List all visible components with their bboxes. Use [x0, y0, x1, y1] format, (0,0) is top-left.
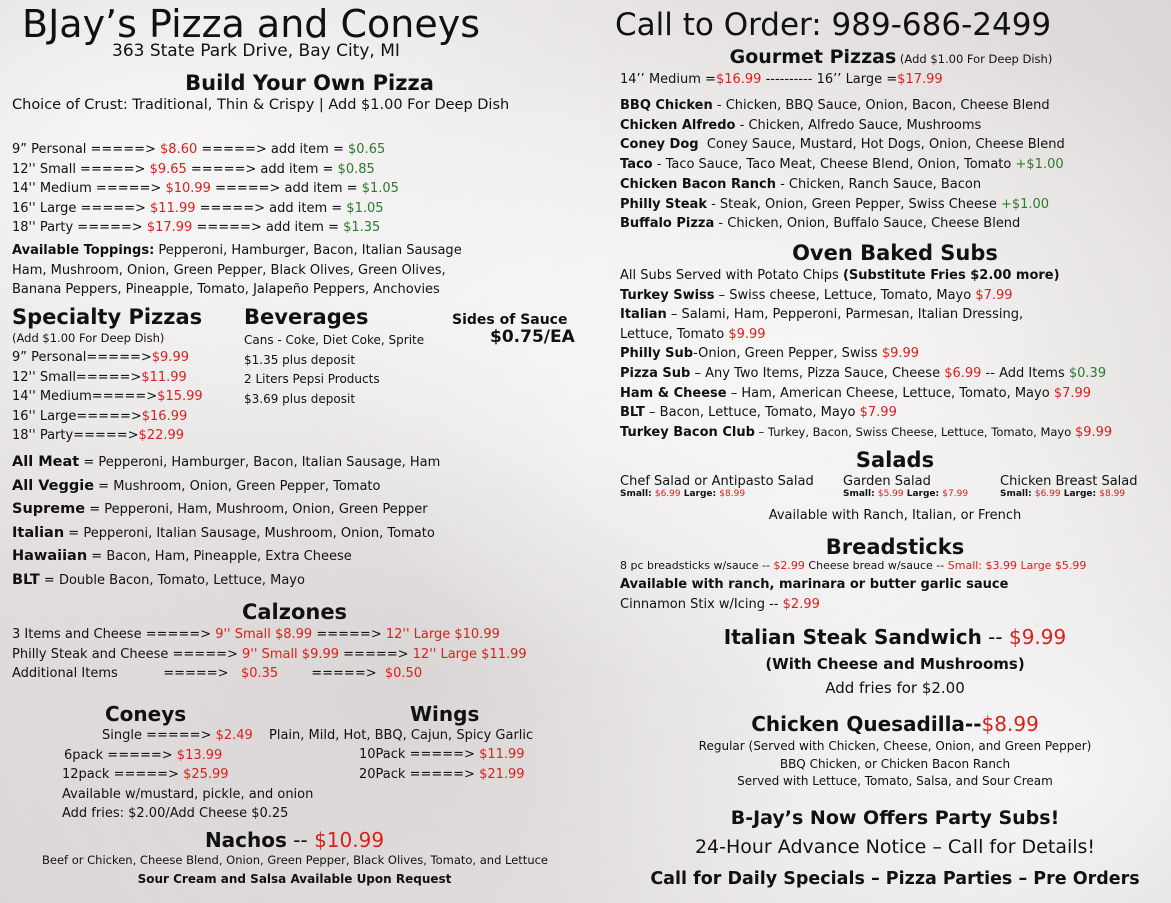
gourmet-title: Gourmet Pizzas — [729, 46, 897, 68]
quesadilla-line: Served with Lettuce, Tomato, Salsa, and Sour Cream — [737, 774, 1053, 788]
sub-item: Turkey Bacon Club – Turkey, Bacon, Swiss Cheese, Lettuce, Tomato, Mayo $9.99 — [620, 424, 1113, 440]
gourmet-item: Taco - Taco Sauce, Taco Meat, Cheese Blend, Onion, Tomato +$1.00 — [620, 157, 1064, 173]
build-size-row: 14'' Medium =====> $10.99 =====> add item = $1.05 — [12, 181, 399, 196]
coneys-title: Coneys — [105, 702, 187, 726]
build-size-row: 12'' Small =====> $9.65 =====> add item = $0.85 — [12, 161, 375, 177]
subs-list — [620, 266, 1112, 442]
breadsticks-sauces: Available with ranch, marinara or butter garlic sauce — [620, 577, 1009, 592]
coney-row: Single =====> $2.49 — [102, 728, 253, 743]
coney-note: Available w/mustard, pickle, and onion — [62, 786, 314, 802]
specialty-combo: Supreme = Pepperoni, Ham, Mushroom, Onion, Green Pepper — [12, 501, 428, 517]
beverage-line: 2 Liters Pepsi Products — [244, 372, 380, 386]
calzone-row: 3 Items and Cheese =====> 9'' Small $8.99 =====> 12'' Large $10.99 — [12, 627, 500, 642]
gourmet-item: Coney Dog Coney Sauce, Mustard, Hot Dogs, Onion, Cheese Blend — [620, 137, 1065, 153]
calzone-row: Philly Steak and Cheese =====> 9'' Small $9.99 =====> 12'' Large $11.99 — [12, 646, 527, 662]
sub-item-continued: Lettuce, Tomato $9.99 — [620, 326, 766, 342]
specialty-combo: Hawaiian = Bacon, Ham, Pineapple, Extra Cheese — [12, 548, 352, 564]
toppings-label: Available Toppings: — [12, 243, 155, 258]
salad-item: Chef Salad or Antipasto Salad Small: $6.99 Large: $8.99 — [620, 474, 814, 499]
crust-options: Choice of Crust: Traditional, Thin & Crispy | Add $1.00 For Deep Dish — [12, 97, 510, 113]
calzone-row: Additional Items =====> $0.35 =====> $0.50 — [12, 666, 423, 681]
gourmet-item: BBQ Chicken - Chicken, BBQ Sauce, Onion, Bacon, Cheese Blend — [620, 98, 1050, 113]
toppings-list — [12, 241, 462, 300]
beverages-title: Beverages — [244, 305, 369, 329]
build-size-row: 9” Personal =====> $8.60 =====> add item = $0.65 — [12, 142, 386, 157]
restaurant-address: 363 State Park Drive, Bay City, MI — [112, 41, 400, 61]
salad-item: Garden Salad Small: $5.99 Large: $7.99 — [843, 474, 969, 499]
nachos-heading — [12, 828, 577, 852]
coney-row: 12pack =====> $25.99 — [62, 767, 229, 782]
steak-sandwich-fries: Add fries for $2.00 — [825, 679, 965, 697]
quesadilla-line: BBQ Chicken, or Chicken Bacon Ranch — [779, 756, 1011, 771]
coney-row: 6pack =====> $13.99 — [64, 747, 223, 763]
breadsticks-prices: 8 pc breadsticks w/sauce -- $2.99 Cheese bread w/sauce -- Small: $3.99 Large $5.99 — [620, 559, 1087, 572]
sub-item: Ham & Cheese – Ham, American Cheese, Lettuce, Tomato, Mayo $7.99 — [620, 385, 1092, 401]
steak-sandwich-title: Italian Steak Sandwich — [723, 625, 982, 649]
party-subs-banner: B-Jay’s Now Offers Party Subs! — [730, 807, 1060, 829]
wings-title: Wings — [410, 702, 480, 726]
salad-dressings: Available with Ranch, Italian, or French — [768, 508, 1022, 523]
beverage-line: $1.35 plus deposit — [244, 352, 356, 367]
calzones-title: Calzones — [241, 600, 348, 624]
gourmet-heading — [615, 46, 1167, 68]
cinnamon-stix: Cinnamon Stix w/Icing -- $2.99 — [620, 597, 820, 612]
sub-item: BLT – Bacon, Lettuce, Tomato, Mayo $7.99 — [620, 405, 897, 421]
specialty-size-row: 14'' Medium=====>$15.99 — [12, 389, 203, 404]
daily-specials: Call for Daily Specials – Pizza Parties – Pre Orders — [650, 869, 1140, 889]
advance-notice: 24-Hour Advance Notice – Call for Details! — [694, 836, 1096, 858]
specialty-title: Specialty Pizzas — [12, 305, 203, 329]
subs-intro: All Subs Served with Potato Chips (Substitute Fries $2.00 more) — [620, 268, 1060, 283]
quesadilla-title: Chicken Quesadilla-- — [751, 712, 982, 736]
toppings-line: Ham, Mushroom, Onion, Green Pepper, Black Olives, Green Olives, — [12, 262, 446, 278]
subs-title: Oven Baked Subs — [792, 241, 998, 265]
nachos-note: Sour Cream and Salsa Available Upon Request — [137, 872, 452, 886]
gourmet-item: Buffalo Pizza - Chicken, Onion, Buffalo Sauce, Cheese Blend — [620, 216, 1021, 232]
specialty-combo: Italian = Pepperoni, Italian Sausage, Mushroom, Onion, Tomato — [12, 524, 435, 541]
coney-note: Add fries: $2.00/Add Cheese $0.25 — [62, 806, 289, 821]
gourmet-item: Chicken Bacon Ranch - Chicken, Ranch Sauce, Bacon — [620, 176, 982, 192]
specialty-combo: BLT = Double Bacon, Tomato, Lettuce, Mayo — [12, 571, 305, 588]
steak-sandwich-heading — [615, 625, 1171, 649]
steak-sandwich-separator: -- — [981, 625, 1009, 649]
specialty-combo: All Meat = Pepperoni, Hamburger, Bacon, Italian Sausage, Ham — [12, 454, 441, 470]
sauce-price: $0.75/EA — [490, 327, 575, 347]
beverages-list — [244, 331, 424, 409]
wing-row: 20Pack =====> $21.99 — [359, 766, 525, 782]
nachos-separator: -- — [286, 828, 315, 852]
quesadilla-price: $8.99 — [981, 712, 1039, 736]
specialty-size-row: 9” Personal=====>$9.99 — [12, 350, 189, 365]
toppings-line: Pepperoni, Hamburger, Bacon, Italian Sausage — [154, 243, 462, 258]
sub-item: Philly Sub-Onion, Green Pepper, Swiss $9.99 — [620, 346, 920, 362]
build-your-own-title: Build Your Own Pizza — [185, 71, 434, 95]
gourmet-item: Chicken Alfredo - Chicken, Alfredo Sauce, Mushrooms — [620, 117, 982, 133]
gourmet-prices: 14’’ Medium =$16.99 ---------- 16’’ Large =$17.99 — [620, 72, 943, 87]
beverage-line: $3.69 plus deposit — [244, 391, 356, 406]
specialty-size-row: 16'' Large=====>$16.99 — [12, 408, 188, 424]
quesadilla-details — [615, 738, 1171, 791]
gourmet-list — [620, 96, 1065, 234]
toppings-line: Banana Peppers, Pineapple, Tomato, Jalapeño Peppers, Anchovies — [12, 282, 440, 297]
wings-flavors: Plain, Mild, Hot, BBQ, Cajun, Spicy Garlic — [269, 728, 534, 743]
sub-item: Pizza Sub – Any Two Items, Pizza Sauce, Cheese $6.99 -- Add Items $0.39 — [620, 365, 1107, 381]
call-to-order: Call to Order: 989-686-2499 — [615, 7, 1052, 43]
gourmet-note: (Add $1.00 For Deep Dish) — [896, 52, 1053, 66]
sub-item: Italian – Salami, Ham, Pepperoni, Parmesan, Italian Dressing, — [620, 307, 1024, 323]
specialty-deep-dish-note: (Add $1.00 For Deep Dish) — [12, 331, 165, 345]
specialty-size-row: 18'' Party=====>$22.99 — [12, 428, 185, 443]
specialty-size-list — [12, 348, 203, 446]
specialty-combo-list — [12, 451, 440, 592]
specialty-size-row: 12'' Small=====>$11.99 — [12, 369, 187, 385]
sub-item: Turkey Swiss – Swiss cheese, Lettuce, Tomato, Mayo $7.99 — [620, 287, 1013, 303]
calzones-list — [12, 625, 527, 684]
steak-sandwich-price: $9.99 — [1008, 625, 1067, 649]
salads-title: Salads — [855, 448, 935, 472]
sauce-title: Sides of Sauce — [452, 312, 568, 328]
quesadilla-line: Regular (Served with Chicken, Cheese, Onion, and Green Pepper) — [698, 739, 1092, 753]
nachos-price: $10.99 — [314, 828, 385, 852]
quesadilla-heading — [615, 712, 1171, 736]
nachos-title: Nachos — [204, 828, 287, 852]
nachos-description: Beef or Chicken, Cheese Blend, Onion, Green Pepper, Black Olives, Tomato, and Lettuce — [41, 853, 549, 867]
build-size-row: 18'' Party =====> $17.99 =====> add item = $1.35 — [12, 220, 381, 235]
wing-row: 10Pack =====> $11.99 — [359, 747, 525, 762]
build-size-row: 16'' Large =====> $11.99 =====> add item = $1.05 — [12, 200, 384, 216]
specialty-combo: All Veggie = Mushroom, Onion, Green Pepper, Tomato — [12, 477, 381, 494]
salad-item: Chicken Breast Salad Small: $6.99 Large: $8.99 — [1000, 474, 1138, 499]
breadsticks-title: Breadsticks — [825, 535, 965, 559]
beverage-line: Cans - Coke, Diet Coke, Sprite — [244, 333, 425, 347]
restaurant-name: BJay’s Pizza and Coneys — [22, 2, 481, 46]
gourmet-item: Philly Steak - Steak, Onion, Green Pepper, Swiss Cheese +$1.00 — [620, 196, 1050, 212]
build-size-list — [12, 140, 399, 238]
steak-sandwich-note: (With Cheese and Mushrooms) — [765, 655, 1025, 673]
wings-list — [359, 745, 525, 784]
